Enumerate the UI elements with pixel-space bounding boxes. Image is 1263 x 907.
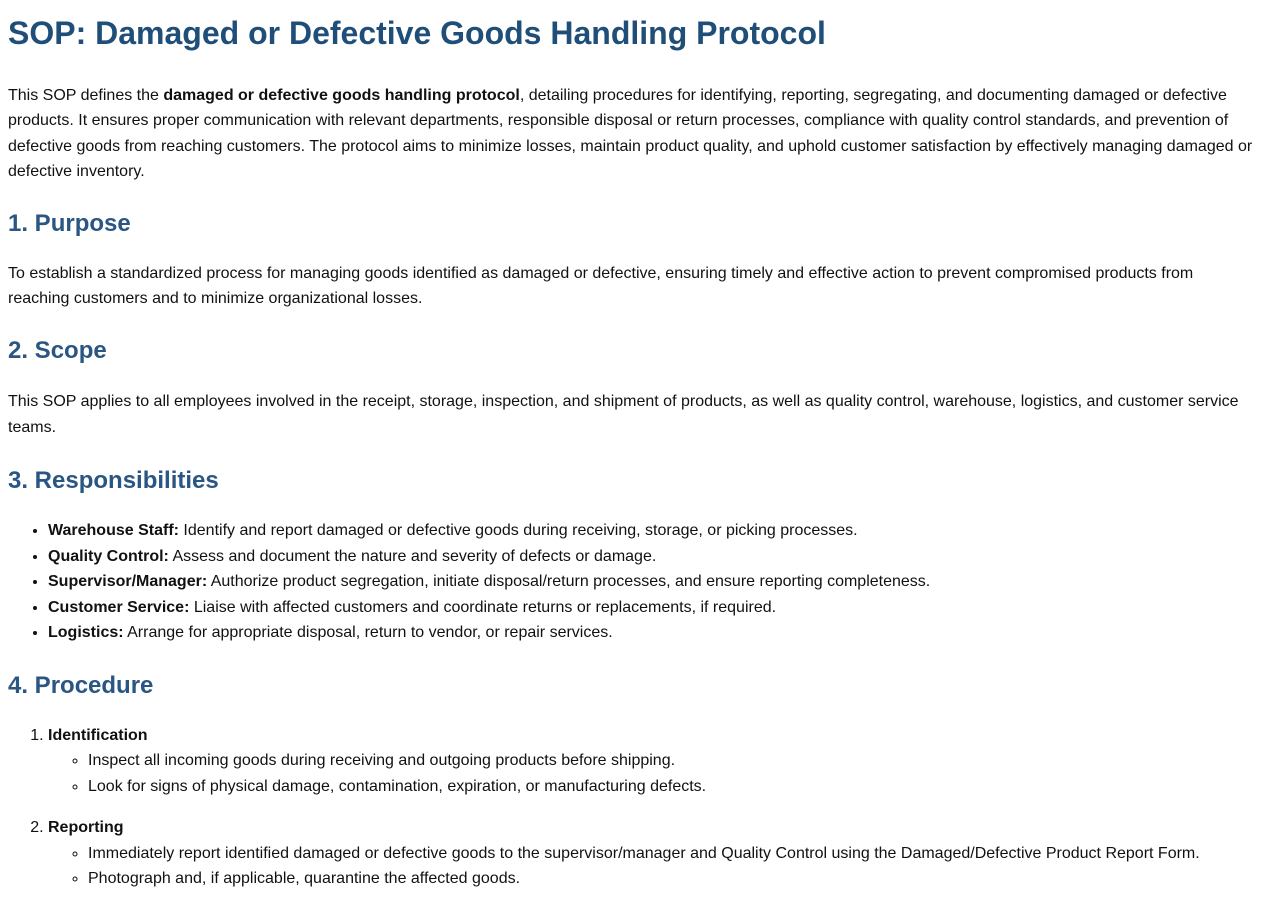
role-label: Customer Service: [48,598,190,616]
role-text: Identify and report damaged or defective goods during receiving, storage, or picking processes. [178,522,858,540]
responsibilities-heading: 3. Responsibilities [8,467,219,495]
page-title: SOP: Damaged or Defective Goods Handling Protocol [8,15,826,51]
procedure-list [8,723,1255,892]
step-substeps [48,748,1255,799]
list-item [48,544,1255,570]
scope-text: This SOP applies to all employees involved in the receipt, storage, inspection, and shipment of products, as well as quality control, warehouse, logistics, and customer service teams. [8,393,1239,436]
role-label: Logistics: [48,624,124,642]
purpose-text: To establish a standardized process for managing goods identified as damaged or defective, ensuring timely and effective action to prevent compromised products from reaching customers and to minimize organizational losses. [8,264,1194,308]
list-item: ◦ Photograph and, if applicable, quarantine the affected goods. [88,866,1255,892]
list-item [48,620,1255,646]
intro-lead: This SOP defines the [8,87,164,104]
role-label: Supervisor/Manager: [48,573,208,591]
procedure-heading: 4. Procedure [8,671,154,699]
list-item [48,569,1255,595]
role-label: Quality Control: [48,547,169,565]
role-label: Warehouse Staff: [48,522,179,540]
role-text: Assess and document the nature and severity of defects or damage. [168,547,657,565]
responsibilities-list [8,518,1255,646]
step-title: Reporting [48,819,124,837]
role-text: Authorize product segregation, initiate disposal/return processes, and ensure reporting completeness. [207,573,931,591]
step-substeps [48,841,1255,892]
list-item [48,595,1255,621]
list-item: ◦ Immediately report identified damaged or defective goods to the supervisor/manager and Quality Control using the Damaged/Defective Product Report Form. [88,841,1255,867]
step-title: Identification [48,726,148,744]
intro-bold: damaged or defective goods handling protocol [163,87,520,104]
procedure-step [48,723,1255,800]
role-text: Arrange for appropriate disposal, return to vendor, or repair services. [123,624,613,642]
list-item: ◦ Look for signs of physical damage, contamination, expiration, or manufacturing defects. [88,774,1255,800]
document [0,14,1263,892]
intro-paragraph [8,83,1255,185]
list-item: ◦ Inspect all incoming goods during receiving and outgoing products before shipping. [88,748,1255,774]
intro-rest: , detailing procedures for identifying, reporting, segregating, and documenting damaged or defective products. It ensures proper communication with relevant departments, responsible disposal or return processes, compliance with quality control standards, and prevention of defective goods from reaching customers. The protocol aims to minimize losses, maintain product quality, and uphold customer satisfaction by effectively managing damaged or defective inventory. [8,87,1253,181]
purpose-heading: 1. Purpose [8,209,131,237]
role-text: Liaise with affected customers and coordinate returns or replacements, if required. [189,598,777,616]
list-item [48,518,1255,544]
scope-heading: 2. Scope [8,337,107,365]
procedure-step [48,815,1255,892]
